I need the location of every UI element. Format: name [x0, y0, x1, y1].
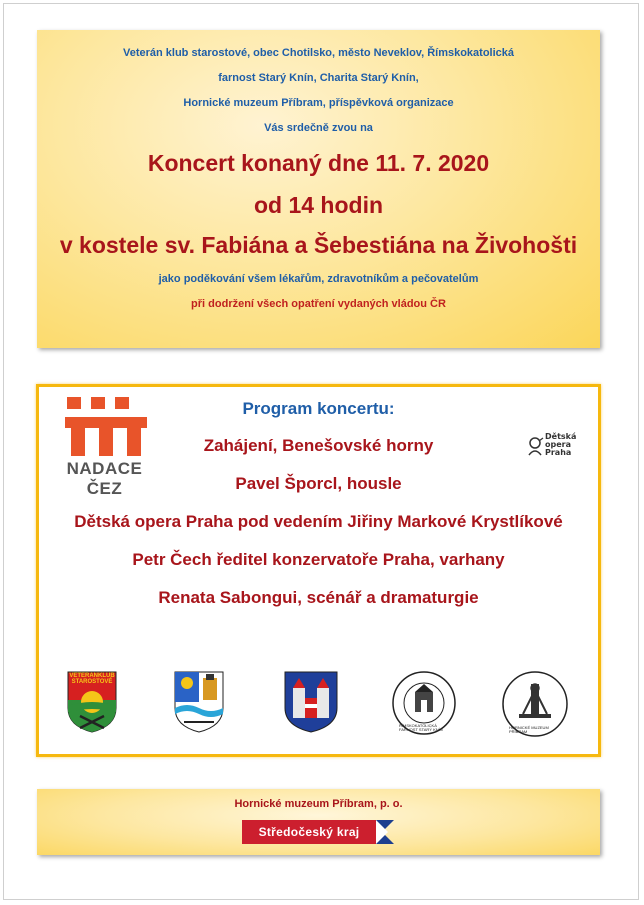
thanks-note: jako poděkování všem lékařům, zdravotníkům a pečovatelům	[158, 273, 479, 285]
intro-line-2: farnost Starý Knín, Charita Starý Knín,	[218, 72, 419, 84]
chotilsko-crest	[172, 670, 226, 739]
veteran-klub-crest-line-1: VETERANKLUB	[69, 673, 115, 679]
stredocesky-kraj-logo	[242, 820, 394, 844]
region-badge-label: Středočeský kraj	[242, 820, 376, 844]
farnost-seal-text: ŘÍMSKOKATOLICKÁ FARNOST STARÝ KNÍN	[399, 723, 443, 732]
program-item-3: Dětská opera Praha pod vedením Jiřiny Markové Krystlíkové	[74, 512, 563, 531]
veteran-klub-crest	[65, 670, 119, 739]
headline-venue: v kostele sv. Fabiána a Šebestiána na Živohošti	[59, 232, 578, 258]
veteran-klub-crest-line-2: STAROSTOVÉ	[71, 679, 113, 685]
crest-row	[39, 670, 598, 745]
hornicke-muzeum-seal	[501, 670, 569, 743]
opera-logo-line-2: opera	[545, 440, 571, 449]
program-item-5: Renata Sabongui, scénář a dramaturgie	[158, 588, 479, 607]
program-item-4: Petr Čech ředitel konzervatoře Praha, varhany	[132, 550, 505, 569]
headline-date: Koncert konaný dne 11. 7. 2020	[147, 150, 490, 176]
intro-line-1: Veterán klub starostové, obec Chotilsko, město Neveklov, Římskokatolická	[122, 47, 515, 59]
invitation-box	[37, 30, 600, 348]
headline-time: od 14 hodin	[253, 192, 384, 218]
nadace-cez-text: NADACE ČEZ	[66, 459, 143, 498]
program-item-1: Zahájení, Benešovské horny	[203, 436, 434, 455]
program-item-2: Pavel Šporcl, housle	[235, 474, 402, 493]
intro-line-4: Vás srdečně zvou na	[264, 122, 373, 134]
muzeum-seal-text: HORNICKÉ MUZEUM PŘÍBRAM	[509, 725, 549, 734]
neveklov-crest	[283, 670, 339, 739]
program-title: Program koncertu:	[242, 399, 395, 418]
conditions-note: při dodržení všech opatření vydaných vládou ČR	[191, 298, 446, 310]
organizer-name: Hornické muzeum Příbram, p. o.	[234, 798, 403, 810]
intro-line-3: Hornické muzeum Příbram, příspěvková organizace	[183, 97, 454, 109]
organizer-box	[37, 789, 600, 855]
opera-logo-line-3: Praha	[545, 448, 572, 457]
opera-logo-line-1: Dětská	[545, 432, 577, 441]
program-box	[36, 384, 601, 757]
farnost-stary-knin-seal	[391, 670, 457, 741]
